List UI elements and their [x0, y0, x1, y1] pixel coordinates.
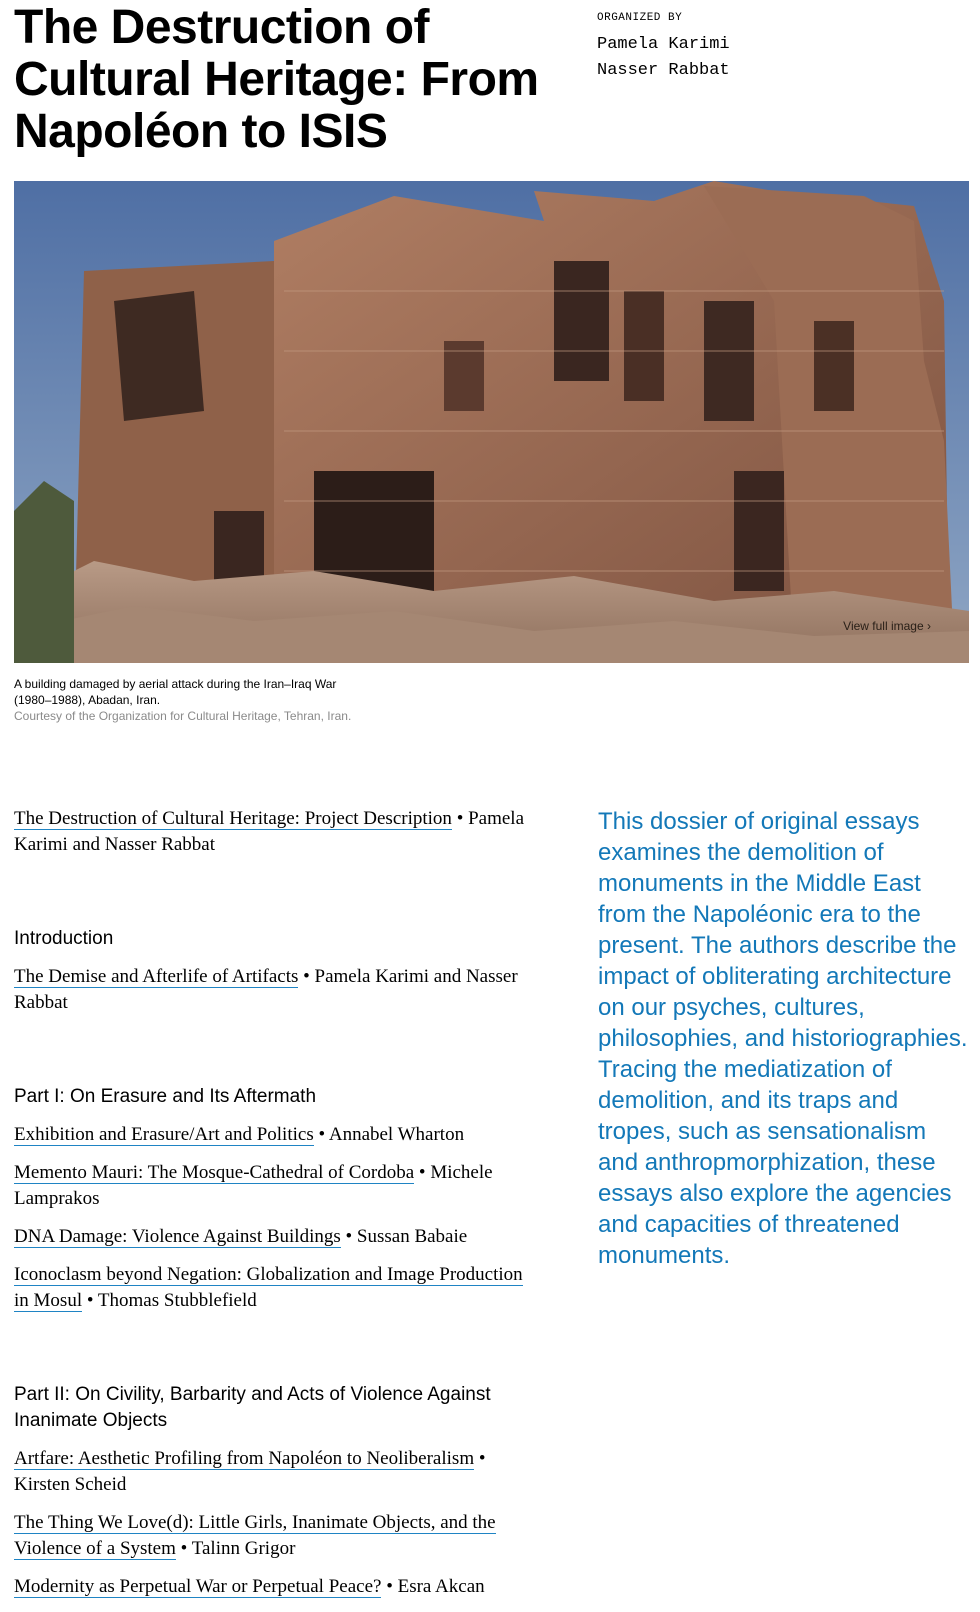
toc-separator: •: [414, 1162, 431, 1183]
toc-author: Pamela Karimi and Nasser Rabbat: [14, 808, 525, 855]
table-of-contents: [14, 806, 539, 1612]
section-heading: Introduction: [14, 928, 114, 949]
toc-entry: [14, 964, 539, 1016]
organizers: [597, 12, 730, 84]
toc-link[interactable]: Artfare: Aesthetic Profiling from Napoléon to Neoliberalism: [14, 1448, 475, 1469]
toc-link[interactable]: Exhibition and Erasure/Art and Politics: [14, 1124, 314, 1145]
toc-link[interactable]: The Thing We Love(d): Little Girls, Inanimate Objects, and the Violence of a System: [14, 1512, 496, 1559]
section-heading: Part I: On Erasure and Its Aftermath: [14, 1086, 317, 1107]
toc-separator: •: [451, 808, 469, 829]
toc-link[interactable]: The Destruction of Cultural Heritage: Project Description: [14, 808, 452, 829]
toc-separator: •: [474, 1448, 486, 1469]
toc-separator: •: [340, 1226, 357, 1247]
caption-credit: Courtesy of the Organization for Cultural Heritage, Tehran, Iran.: [14, 709, 352, 723]
toc-author: Sussan Babaie: [356, 1226, 468, 1247]
toc-separator: •: [298, 966, 315, 987]
toc-author: Thomas Stubblefield: [97, 1290, 257, 1311]
organized-by-label: ORGANIZED BY: [597, 12, 683, 24]
toc-author: Annabel Wharton: [328, 1124, 465, 1145]
toc-entry: [14, 1510, 539, 1562]
toc-author: Esra Akcan: [397, 1576, 485, 1597]
toc-link[interactable]: Iconoclasm beyond Negation: Globalization and Image Production in Mosul: [14, 1264, 523, 1311]
toc-entry: [14, 1446, 539, 1498]
toc-separator: •: [313, 1124, 329, 1145]
toc-separator: •: [175, 1538, 192, 1559]
toc-entry: [14, 1122, 539, 1148]
toc-separator: •: [381, 1576, 398, 1597]
toc-separator: •: [82, 1290, 98, 1311]
toc-link[interactable]: The Demise and Afterlife of Artifacts: [14, 966, 299, 987]
toc-author: Talinn Grigor: [191, 1538, 296, 1559]
caption-text: A building damaged by aerial attack during the Iran–Iraq War (1980–1988), Abadan, Iran.: [14, 677, 337, 707]
toc-author: Kirsten Scheid: [14, 1474, 127, 1495]
toc-link[interactable]: DNA Damage: Violence Against Buildings: [14, 1226, 341, 1247]
organizer-name: Pamela Karimi: [597, 35, 730, 54]
toc-link[interactable]: Modernity as Perpetual War or Perpetual Peace?: [14, 1576, 382, 1597]
toc-author: Pamela Karimi and Nasser Rabbat: [14, 966, 518, 1013]
toc-entry: [14, 1262, 539, 1314]
view-full-image-link[interactable]: View full image ›: [843, 619, 931, 633]
damaged-building-photo: [14, 181, 969, 663]
image-caption: [14, 676, 374, 724]
organizer-name: Nasser Rabbat: [597, 61, 730, 80]
toc-entry: [14, 806, 539, 858]
toc-entry: [14, 1160, 539, 1212]
toc-entry: [14, 1224, 539, 1250]
toc-entry: [14, 1574, 539, 1600]
page-title: The Destruction of Cultural Heritage: From Napoléon to ISIS: [14, 1, 539, 158]
section-heading: Part II: On Civility, Barbarity and Acts of Violence Against Inanimate Objects: [14, 1384, 491, 1431]
toc-link[interactable]: Memento Mauri: The Mosque-Cathedral of Cordoba: [14, 1162, 415, 1183]
dossier-description: This dossier of original essays examines the demolition of monuments in the Middle East from the Napoléonic era to the present. The authors describe the impact of obliterating architecture on our psyches, cultures, philosophies, and historiographies. Tracing the mediatization of demolition, and its traps and tropes, such as sensationalism and anthropmorphization, these essays also explore the agencies and capacities of threatened monuments.: [598, 808, 968, 1269]
hero-image[interactable]: [14, 181, 969, 663]
toc-author: Michele Lamprakos: [14, 1162, 493, 1209]
